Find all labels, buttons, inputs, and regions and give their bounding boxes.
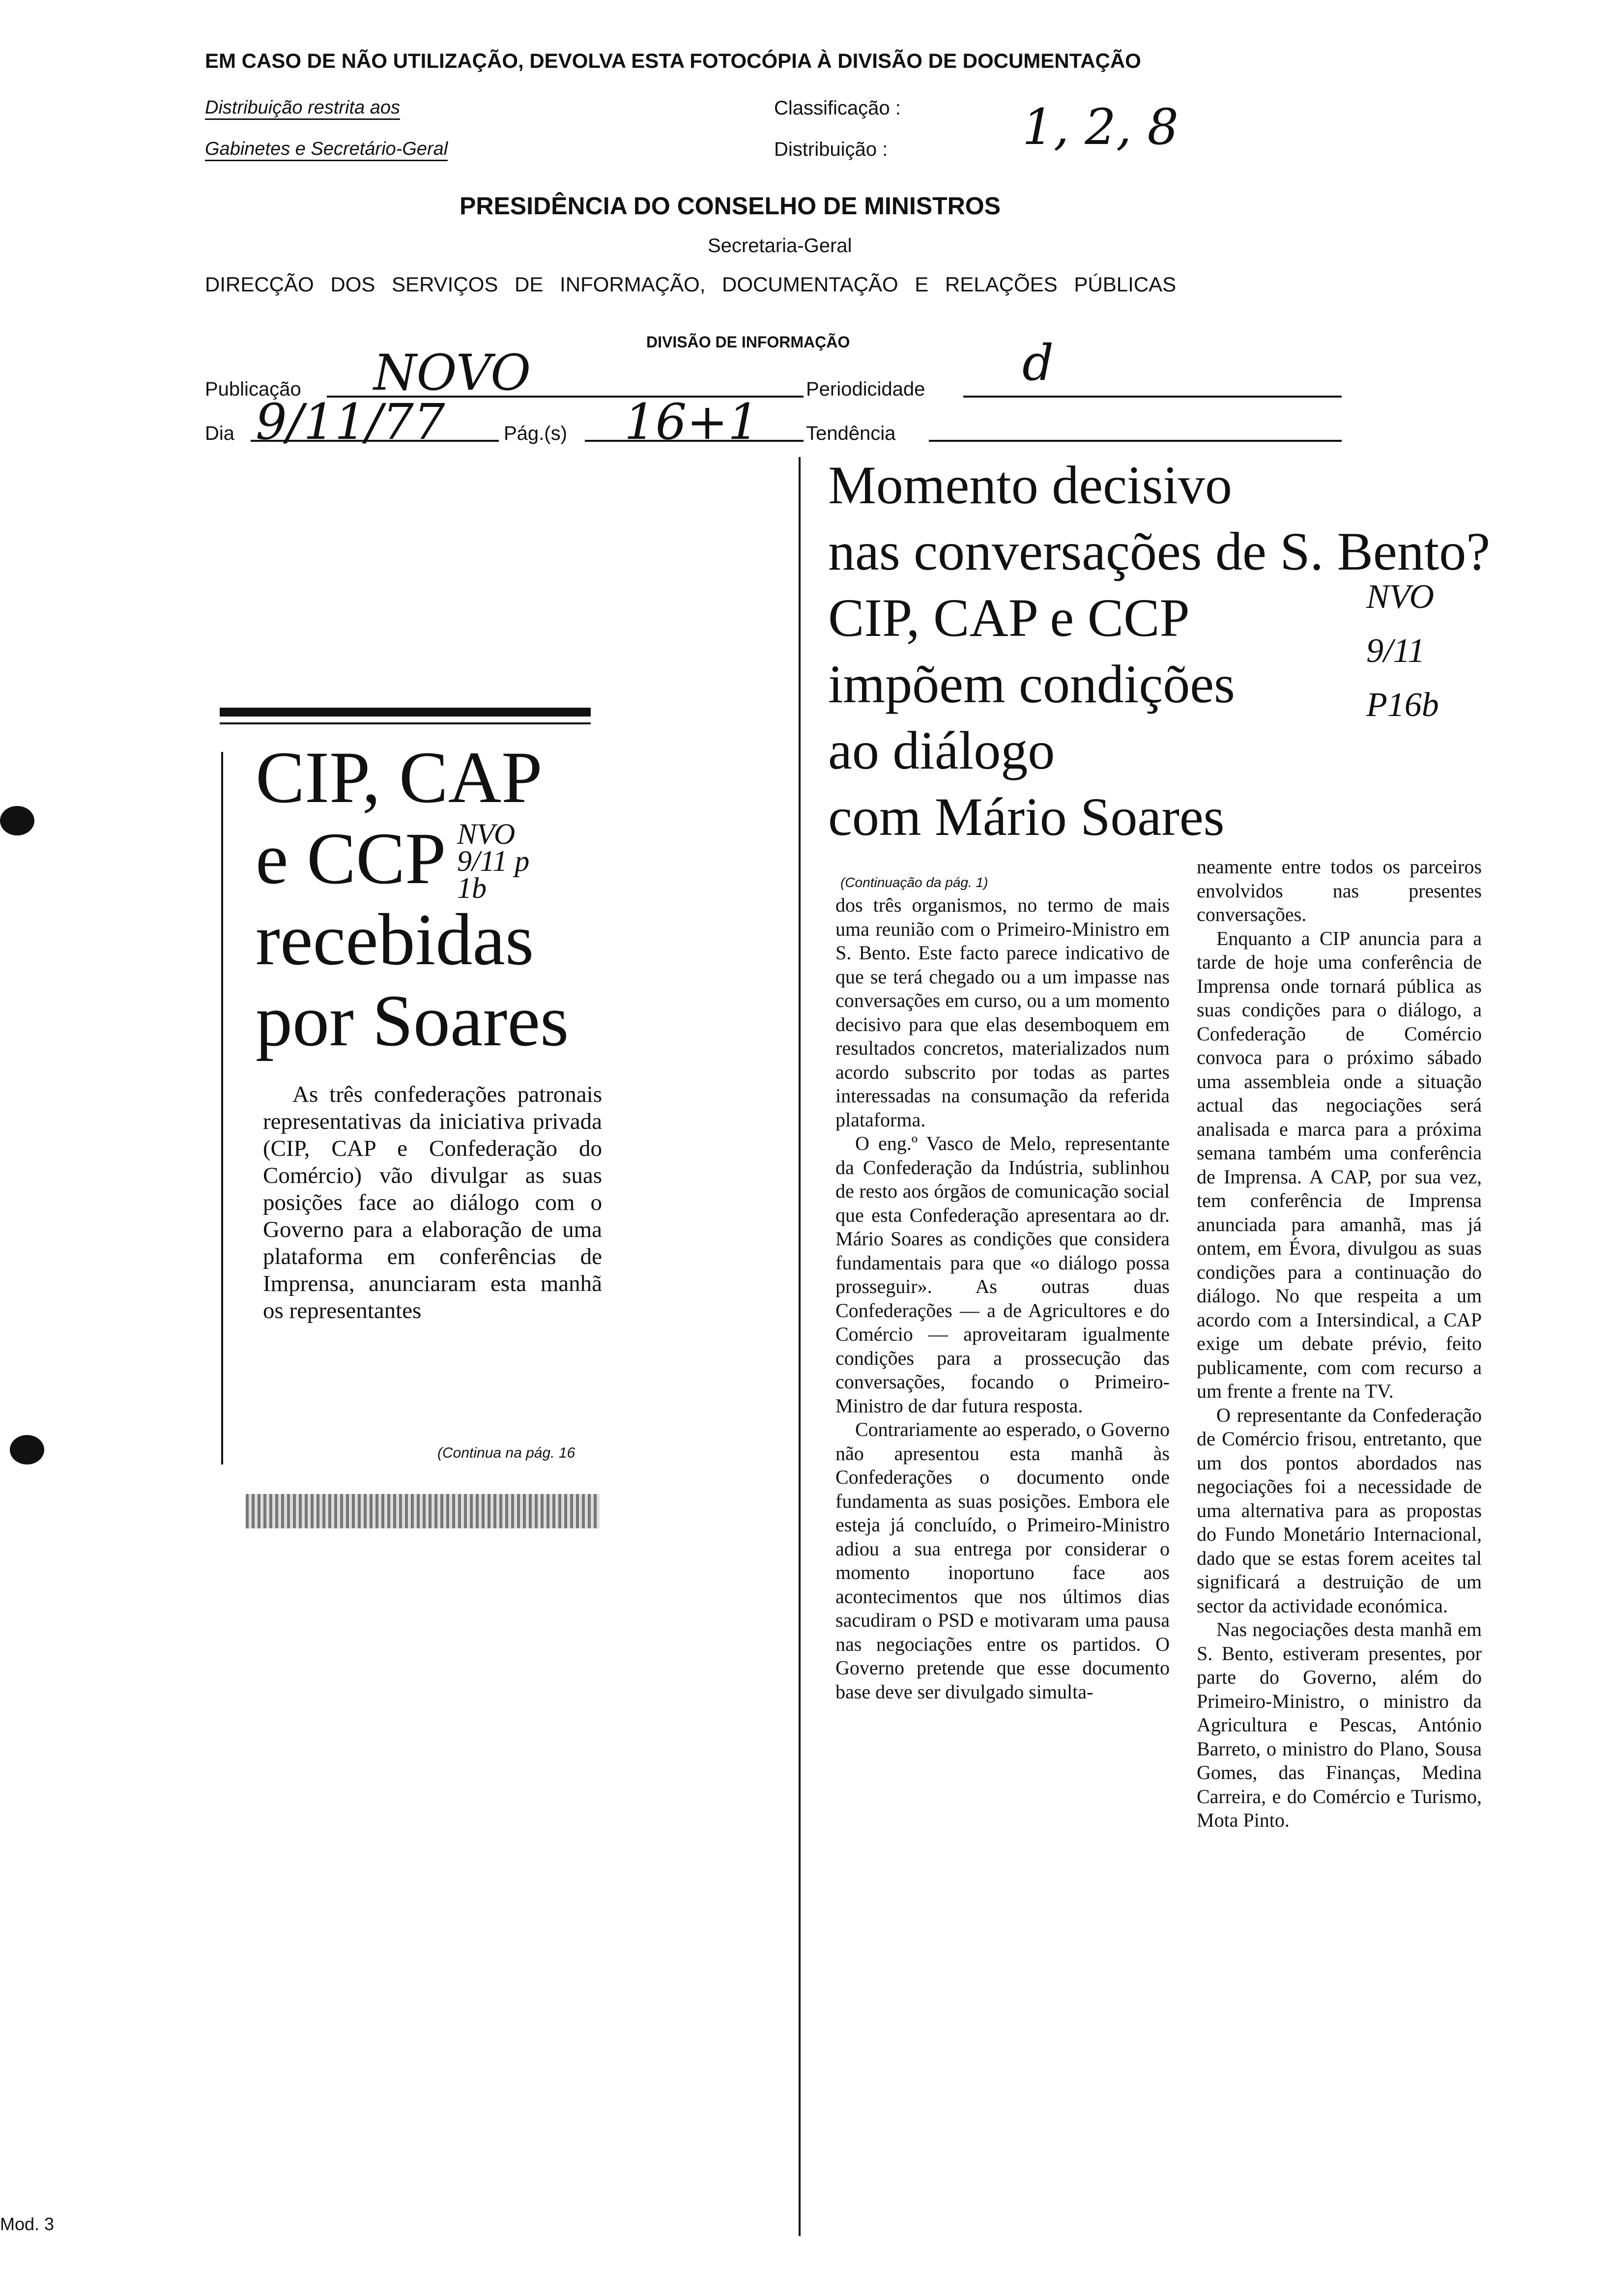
headline-line: com Mário Soares <box>828 787 1225 847</box>
article-top-rule <box>220 708 591 717</box>
headline-line: ao diálogo <box>828 720 1055 780</box>
left-handwritten-annotation: NVO 9/11 p 1b <box>457 818 530 904</box>
clipping-border-left <box>799 457 801 2236</box>
annotation-line: NVO <box>1366 578 1434 616</box>
publicacao-value: NOVO <box>374 344 531 402</box>
pag-value: 16+1 <box>624 393 759 451</box>
pag-label: Pág.(s) <box>504 423 567 444</box>
publicacao-label: Publicação <box>205 378 301 400</box>
paragraph: neamente entre todos os parceiros envolvidos nas presentes conversações. <box>1197 856 1482 925</box>
headline-line: CIP, CAP e CCP <box>828 588 1190 648</box>
dia-value: 9/11/77 <box>256 393 445 451</box>
return-notice: EM CASO DE NÃO UTILIZAÇÃO, DEVOLVA ESTA FOTOCÓPIA À DIVISÃO DE DOCUMENTAÇÃO <box>205 49 1141 72</box>
right-handwritten-annotation <box>1366 570 1439 732</box>
periodicidade-line <box>963 396 1342 398</box>
secretaria-geral: Secretaria-Geral <box>708 235 852 257</box>
punch-hole-artifact <box>0 806 34 835</box>
headline-line: nas conversações de S. Bento? <box>828 521 1491 581</box>
tendencia-line <box>929 440 1342 442</box>
headline-line: recebidas <box>256 899 534 980</box>
dia-label: Dia <box>205 423 235 444</box>
distribution-line-1: Distribuição restrita aos <box>205 97 400 120</box>
form-model-number: Mod. 3 <box>0 2214 55 2234</box>
annotation-line: P16b <box>1366 686 1439 724</box>
right-article-column-1 <box>835 893 1170 1704</box>
tendencia-label: Tendência <box>806 423 896 444</box>
classificacao-label: Classificação : <box>774 97 901 119</box>
distribution-line-2: Gabinetes e Secretário-Geral <box>205 139 448 161</box>
periodicidade-label: Periodicidade <box>806 378 925 400</box>
paragraph: Contrariamente ao esperado, o Governo não apresentou esta manhã às Confederações o documento onde fundamenta as suas posições. Embora ele esteja já concluído, o Primeiro-Ministro adiou a sua entrega por considerar o momento inoportuno face aos acontecimentos que nos últimos dias sacudiram o PSD e motivaram uma pausa nas negociações entre os partidos. O Governo pretende que esse documento base deve ser divulgado simulta- <box>835 1418 1170 1703</box>
distribuicao-handwritten: 1, 2, 8 <box>1022 98 1179 156</box>
continuation-note: (Continuação da pág. 1) <box>840 875 988 890</box>
annotation-line: 9/11 <box>1366 632 1425 670</box>
continues-note: (Continua na pág. 16 <box>437 1445 576 1461</box>
left-article-body: As três confederações patronais representativas da iniciativa privada (CIP, CAP e Confederação do Comércio) vão divulgar as suas posições face ao diálogo com o Governo para a elaboração de uma plataforma em conferências de Imprensa, anunciaram esta manhã os representantes <box>263 1082 602 1323</box>
right-article-column-2 <box>1197 855 1482 1833</box>
divisao: DIVISÃO DE INFORMAÇÃO <box>646 333 850 351</box>
headline-line: por Soares <box>256 980 569 1062</box>
paragraph: Enquanto a CIP anuncia para a tarde de hoje uma conferência de Imprensa onde tornará pública as suas condições para o diálogo, a Confederação de Comércio convoca para o próximo sábado uma assembleia onde a situação actual das negociações será analisada e marca para a próxima semana também uma conferência de Imprensa. A CAP, por sua vez, tem conferência de Imprensa anunciada para amanhã, mas já ontem, em Évora, divulgou as suas condições para a continuação do diálogo. No que respeita a um acordo com a Intersindical, a CAP exige um debate prévio, feito publicamente, com com recurso a um frente a frente na TV. <box>1197 927 1482 1402</box>
article-left-border <box>221 752 223 1464</box>
distribuicao-label: Distribuição : <box>774 139 888 160</box>
headline-line: CIP, CAP <box>256 737 543 818</box>
punch-hole-artifact <box>10 1435 44 1464</box>
direccao: DIRECÇÃO DOS SERVIÇOS DE INFORMAÇÃO, DOCUMENTAÇÃO E RELAÇÕES PÚBLICAS <box>205 273 1177 296</box>
paragraph: O eng.º Vasco de Melo, representante da Confederação da Indústria, sublinhou de resto aos órgãos de comunicação social que esta Confederação apresentara ao dr. Mário Soares as condições que considera fundamentais para que «o diálogo possa prosseguir». As outras duas Confederações — a de Agricultores e do Comércio — aproveitaram igualmente condições para a prossecução das conversações, focando o Primeiro-Ministro de dar futura resposta. <box>835 1132 1170 1417</box>
organization-title: PRESIDÊNCIA DO CONSELHO DE MINISTROS <box>460 192 1001 220</box>
paragraph: Nas negociações desta manhã em S. Bento, estiveram presentes, por parte do Governo, além do Primeiro-Ministro, o ministro da Agricultura e Pescas, António Barreto, o ministro do Plano, Sousa Gomes, das Finanças, Medina Carreira, e do Comércio e Turismo, Mota Pinto. <box>1197 1618 1482 1831</box>
article-top-rule-thin <box>220 722 591 724</box>
headline-line: impõem condições <box>828 654 1235 714</box>
periodicidade-value: d <box>1022 334 1054 392</box>
paragraph: dos três organismos, no termo de mais uma reunião com o Primeiro-Ministro em S. Bento. Este facto parece indicativo de que se terá chegado ou a um impasse nas conversações em curso, ou a um momento decisivo para que elas desemboquem em resultados concretos, materializados num acordo subscrito por todas as partes interessadas na consumação da referida plataforma. <box>835 894 1170 1131</box>
headline-line: Momento decisivo <box>828 455 1232 515</box>
headline-line: e CCP <box>256 818 446 899</box>
paragraph: O representante da Confederação de Comércio frisou, entretanto, que um dos pontos abordados nas negociações foi a necessidade de uma alternativa para as propostas do Fundo Monetário Internacional, dado que se estas forem aceites tal significará a destruição de um sector da actividade económica. <box>1197 1404 1482 1617</box>
torn-edge-scan-artifact <box>246 1494 600 1528</box>
